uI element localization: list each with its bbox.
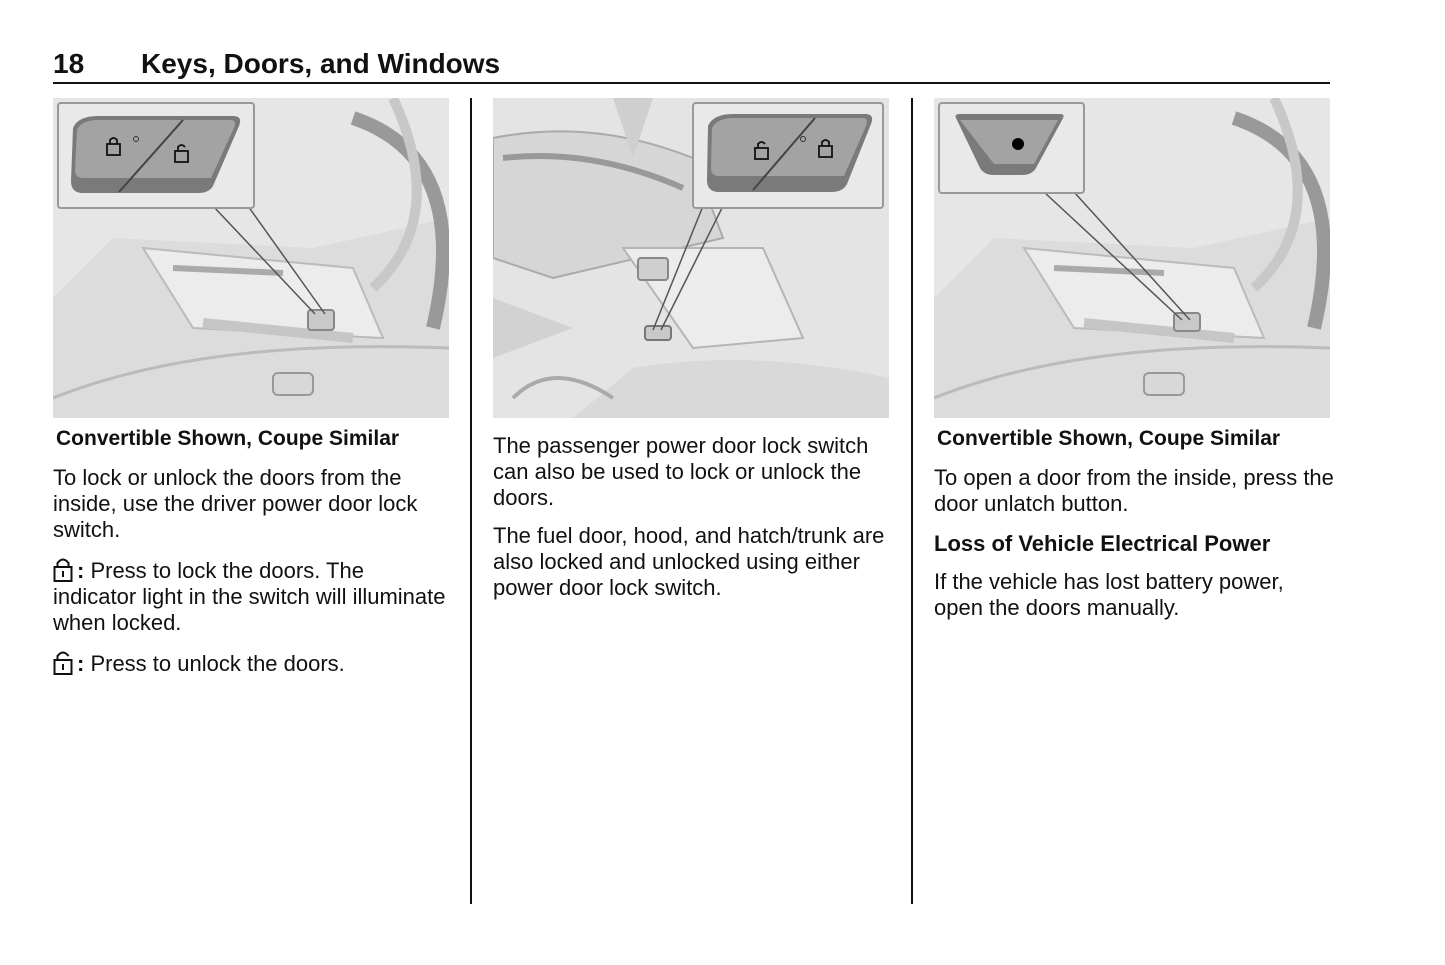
passenger-switch-paragraph: The passenger power door lock switch can also be used to lock or unlock the doors.	[493, 433, 869, 510]
unlock-icon	[53, 650, 73, 676]
unlock-instruction	[53, 650, 453, 677]
unlock-label: :	[77, 651, 85, 676]
lock-text: Press to lock the doors. The indicator light in the switch will illuminate when locked.	[53, 558, 446, 635]
power-loss-paragraph: If the vehicle has lost battery power, open the doors manually.	[934, 569, 1284, 620]
other-locks-paragraph: The fuel door, hood, and hatch/trunk are also locked and unlocked using either power door lock switch.	[493, 523, 885, 600]
door-unlatch-illustration	[934, 98, 1330, 418]
unlatch-button-icon	[1012, 138, 1024, 150]
page-number: 18	[53, 48, 85, 79]
unlock-text: Press to unlock the doors.	[84, 651, 345, 676]
column-driver-lock	[53, 98, 453, 677]
lock-instruction	[53, 557, 453, 636]
column-passenger-lock	[493, 98, 893, 601]
figure-caption: Convertible Shown, Coupe Similar	[56, 427, 400, 450]
column-divider	[911, 98, 913, 904]
figure-caption: Convertible Shown, Coupe Similar	[937, 427, 1281, 450]
page-header	[53, 44, 1330, 84]
section-title: Keys, Doors, and Windows	[141, 48, 501, 79]
lock-icon	[53, 557, 73, 583]
passenger-door-switch-illustration	[493, 98, 889, 418]
column-unlatch	[934, 98, 1334, 621]
driver-door-switch-illustration	[53, 98, 449, 418]
lock-label: :	[77, 558, 85, 583]
unlatch-paragraph: To open a door from the inside, press the door unlatch button.	[934, 465, 1334, 516]
intro-paragraph: To lock or unlock the doors from the inside, use the driver power door lock switch.	[53, 465, 418, 542]
column-divider	[470, 98, 472, 904]
subheading-power-loss: Loss of Vehicle Electrical Power	[934, 531, 1271, 556]
